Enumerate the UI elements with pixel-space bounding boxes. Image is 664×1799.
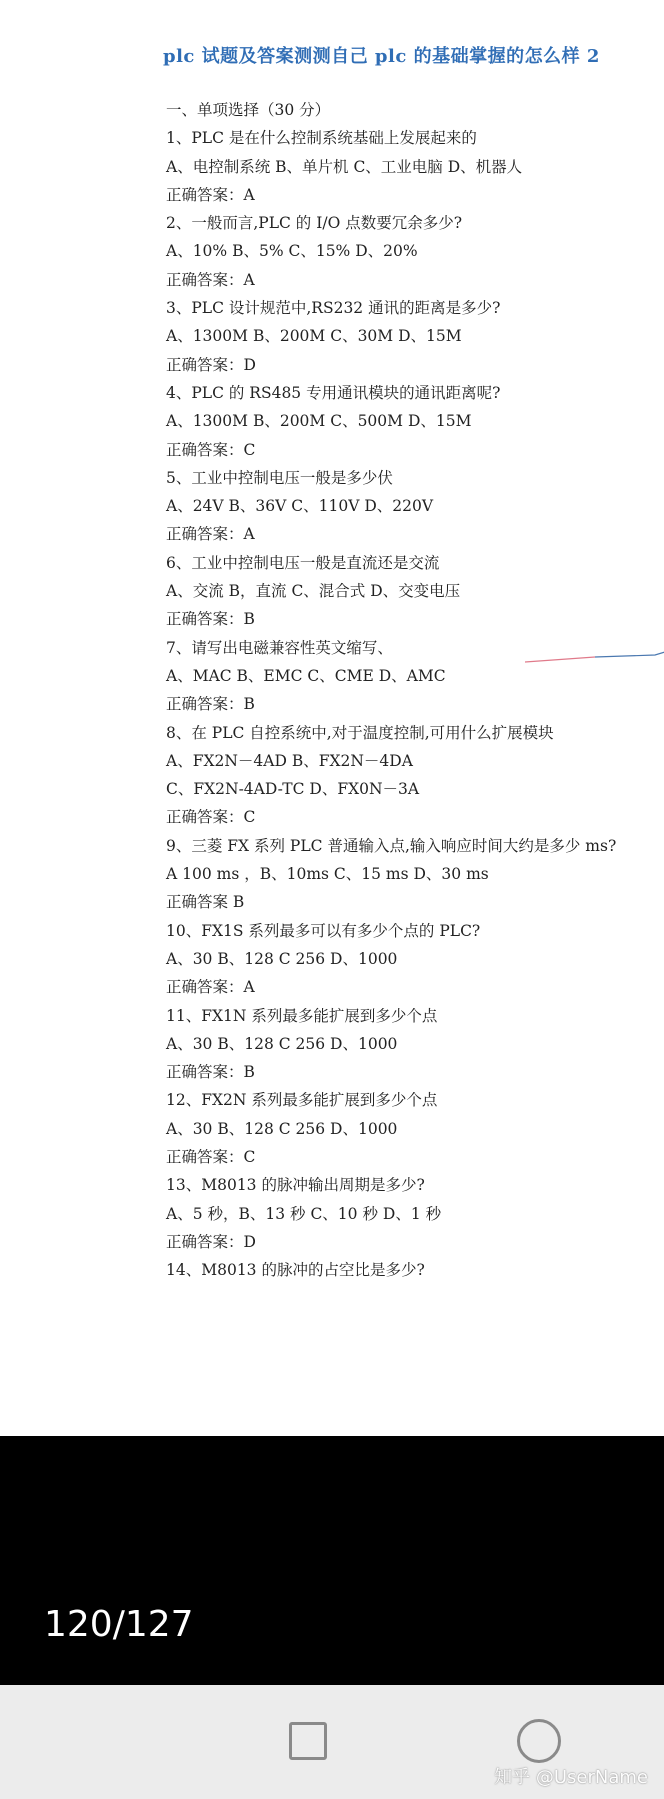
image-viewer-overlay bbox=[0, 1436, 664, 1685]
options-line: A、电控制系统 B、单片机 C、工业电脑 D、机器人 bbox=[166, 157, 523, 176]
question-line: 3、PLC 设计规范中,RS232 通讯的距离是多少? bbox=[166, 299, 501, 318]
question-line: 4、PLC 的 RS485 专用通讯模块的通讯距离呢? bbox=[166, 383, 501, 402]
answer-line: 正确答案：C bbox=[166, 440, 256, 459]
options-line: A、30 B、128 C 256 D、1000 bbox=[166, 949, 398, 968]
question-line: 6、工业中控制电压一般是直流还是交流 bbox=[166, 553, 440, 572]
options-line: A、10% B、5% C、15% D、20% bbox=[166, 242, 418, 261]
navigation-bar bbox=[0, 1685, 664, 1799]
answer-line: 正确答案：B bbox=[166, 610, 255, 629]
options-line: A 100 ms ，B、10ms C、15 ms D、30 ms bbox=[166, 865, 489, 884]
page-indicator: 120/127 bbox=[44, 1604, 194, 1645]
question-list bbox=[166, 96, 616, 1284]
question-line: 14、M8013 的脉冲的占空比是多少? bbox=[166, 1261, 425, 1280]
answer-line: 正确答案：A bbox=[166, 270, 255, 289]
answer-line: 正确答案：D bbox=[166, 1232, 256, 1251]
pen-stroke-annotation bbox=[525, 648, 664, 668]
options-line: C、FX2N-4AD-TC D、FX0N－3A bbox=[166, 780, 420, 799]
question-line: 一、单项选择（30 分） bbox=[166, 101, 331, 119]
options-line: A、MAC B、EMC C、CME D、AMC bbox=[166, 666, 446, 685]
document-title: plc 试题及答案测测自己 plc 的基础掌握的怎么样 2 bbox=[163, 46, 600, 67]
home-circle-icon[interactable] bbox=[517, 1719, 561, 1763]
options-line: A、交流 B，直流 C、混合式 D、交变电压 bbox=[166, 582, 461, 601]
watermark: 知乎 @UserName bbox=[494, 1767, 648, 1788]
answer-line: 正确答案：A bbox=[166, 978, 255, 997]
question-line: 10、FX1S 系列最多可以有多少个点的 PLC? bbox=[166, 921, 481, 940]
options-line: A、5 秒，B、13 秒 C、10 秒 D、1 秒 bbox=[166, 1204, 442, 1223]
question-line: 8、在 PLC 自控系统中,对于温度控制,可用什么扩展模块 bbox=[166, 723, 554, 742]
options-line: A、1300M B、200M C、500M D、15M bbox=[166, 412, 472, 431]
answer-line: 正确答案：B bbox=[166, 1063, 255, 1082]
question-line: 13、M8013 的脉冲输出周期是多少? bbox=[166, 1176, 425, 1195]
options-line: A、FX2N－4AD B、FX2N－4DA bbox=[166, 751, 413, 770]
answer-line: 正确答案：C bbox=[166, 1147, 256, 1166]
question-line: 7、请写出电磁兼容性英文缩写、 bbox=[166, 638, 393, 657]
recent-apps-square-icon[interactable] bbox=[289, 1722, 327, 1760]
answer-line: 正确答案：A bbox=[166, 525, 255, 544]
question-line: 2、一般而言,PLC 的 I/O 点数要冗余多少? bbox=[166, 214, 463, 233]
question-line: 12、FX2N 系列最多能扩展到多少个点 bbox=[166, 1091, 438, 1110]
answer-line: 正确答案 B bbox=[166, 893, 245, 912]
answer-line: 正确答案：D bbox=[166, 355, 256, 374]
question-line: 9、三菱 FX 系列 PLC 普通输入点,输入响应时间大约是多少 ms? bbox=[166, 836, 617, 855]
question-line: 11、FX1N 系列最多能扩展到多少个点 bbox=[166, 1006, 438, 1025]
options-line: A、30 B、128 C 256 D、1000 bbox=[166, 1034, 398, 1053]
question-line: 1、PLC 是在什么控制系统基础上发展起来的 bbox=[166, 129, 477, 148]
question-line: 5、工业中控制电压一般是多少伏 bbox=[166, 468, 393, 487]
answer-line: 正确答案：B bbox=[166, 695, 255, 714]
options-line: A、30 B、128 C 256 D、1000 bbox=[166, 1119, 398, 1138]
answer-line: 正确答案：C bbox=[166, 808, 256, 827]
options-line: A、1300M B、200M C、30M D、15M bbox=[166, 327, 462, 346]
options-line: A、24V B、36V C、110V D、220V bbox=[166, 497, 434, 516]
answer-line: 正确答案：A bbox=[166, 185, 255, 204]
